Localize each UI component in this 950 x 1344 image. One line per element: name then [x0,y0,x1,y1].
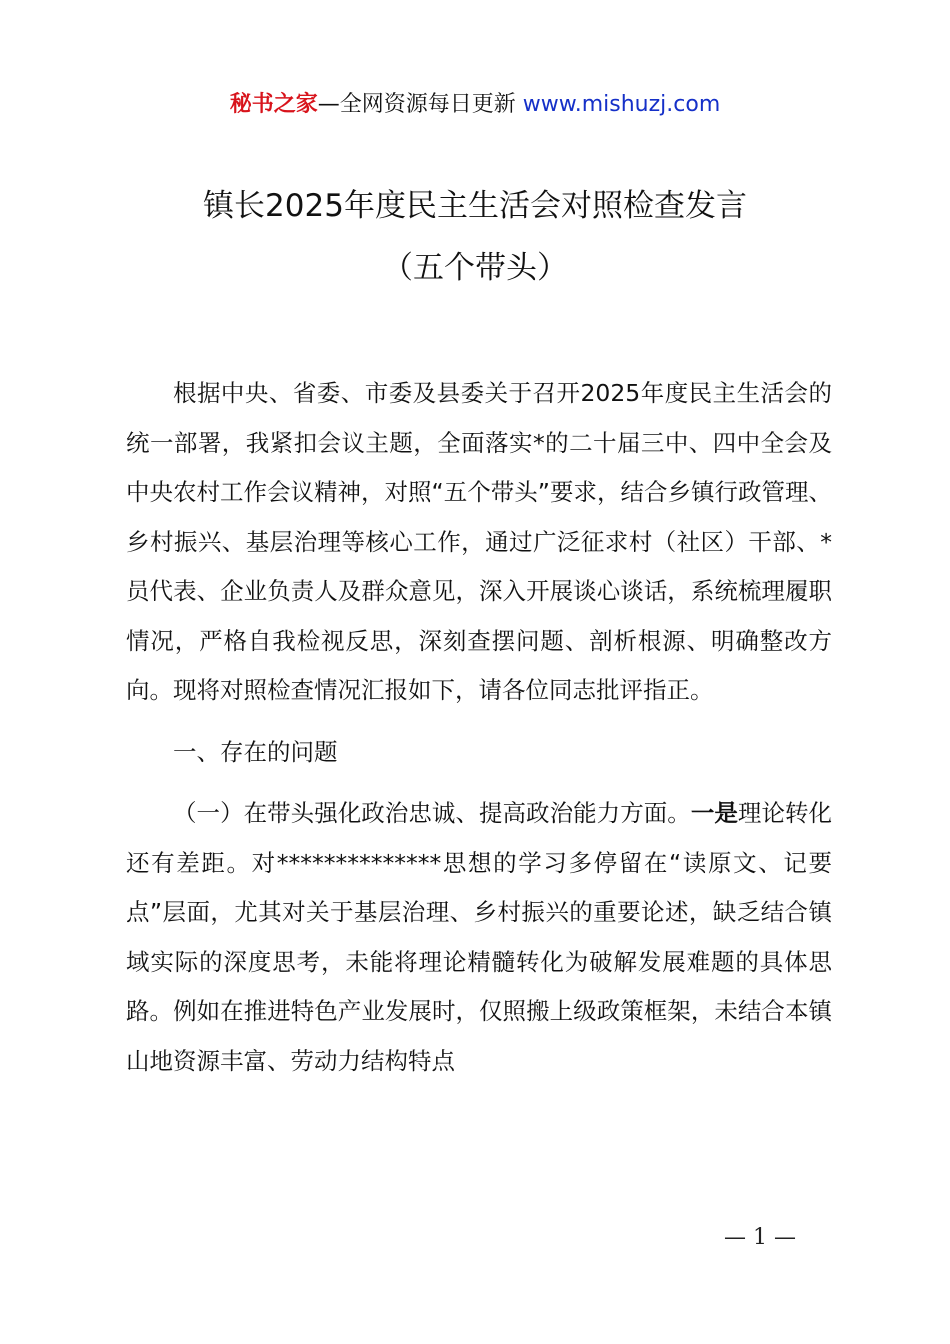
point-label: 一是 [690,799,738,827]
site-url-link[interactable]: www.mishuzj.com [522,92,721,117]
point-text: 理论转化还有差距。对**************思想的学习多停留在“读原文、记要点”层面，尤其对关于基层治理、乡村振兴的重要论述，缺乏结合镇域实际的深度思考，未能将理论精髓转化为破解发展难题的具体思路。例如在推进特色产业发展时，仅照搬上级政策框架，未结合本镇山地资源丰富、劳动力结构特点 [126,799,833,1075]
subsection-heading: （一）在带头强化政治忠诚、提高政治能力方面。 [173,799,691,827]
document-body [126,369,832,1086]
page-number: — 1 — [724,1225,796,1250]
document-title: 镇长2025年度民主生活会对照检查发言 [203,188,747,224]
site-tagline: —全网资源每日更新 [317,92,516,117]
section-heading: 一、存在的问题 [173,737,338,766]
site-brand: 秘书之家 [229,92,318,117]
document-subtitle: （五个带头） [382,250,568,286]
subsection-paragraph [126,789,832,1086]
intro-paragraph: 根据中央、省委、市委及县委关于召开2025年度民主生活会的统一部署，我紧扣会议主题，全面落实*的二十届三中、四中全会及中央农村工作会议精神，对照“五个带头”要求，结合乡镇行政管理、乡村振兴、基层治理等核心工作，通过广泛征求村（社区）干部、*员代表、企业负责人及群众意见，深入开展谈心谈话，系统梳理履职情况，严格自我检视反思，深刻查摆问题、剖析根源、明确整改方向。现将对照检查情况汇报如下，请各位同志批评指正。 [126,379,832,704]
site-header [0,88,950,122]
